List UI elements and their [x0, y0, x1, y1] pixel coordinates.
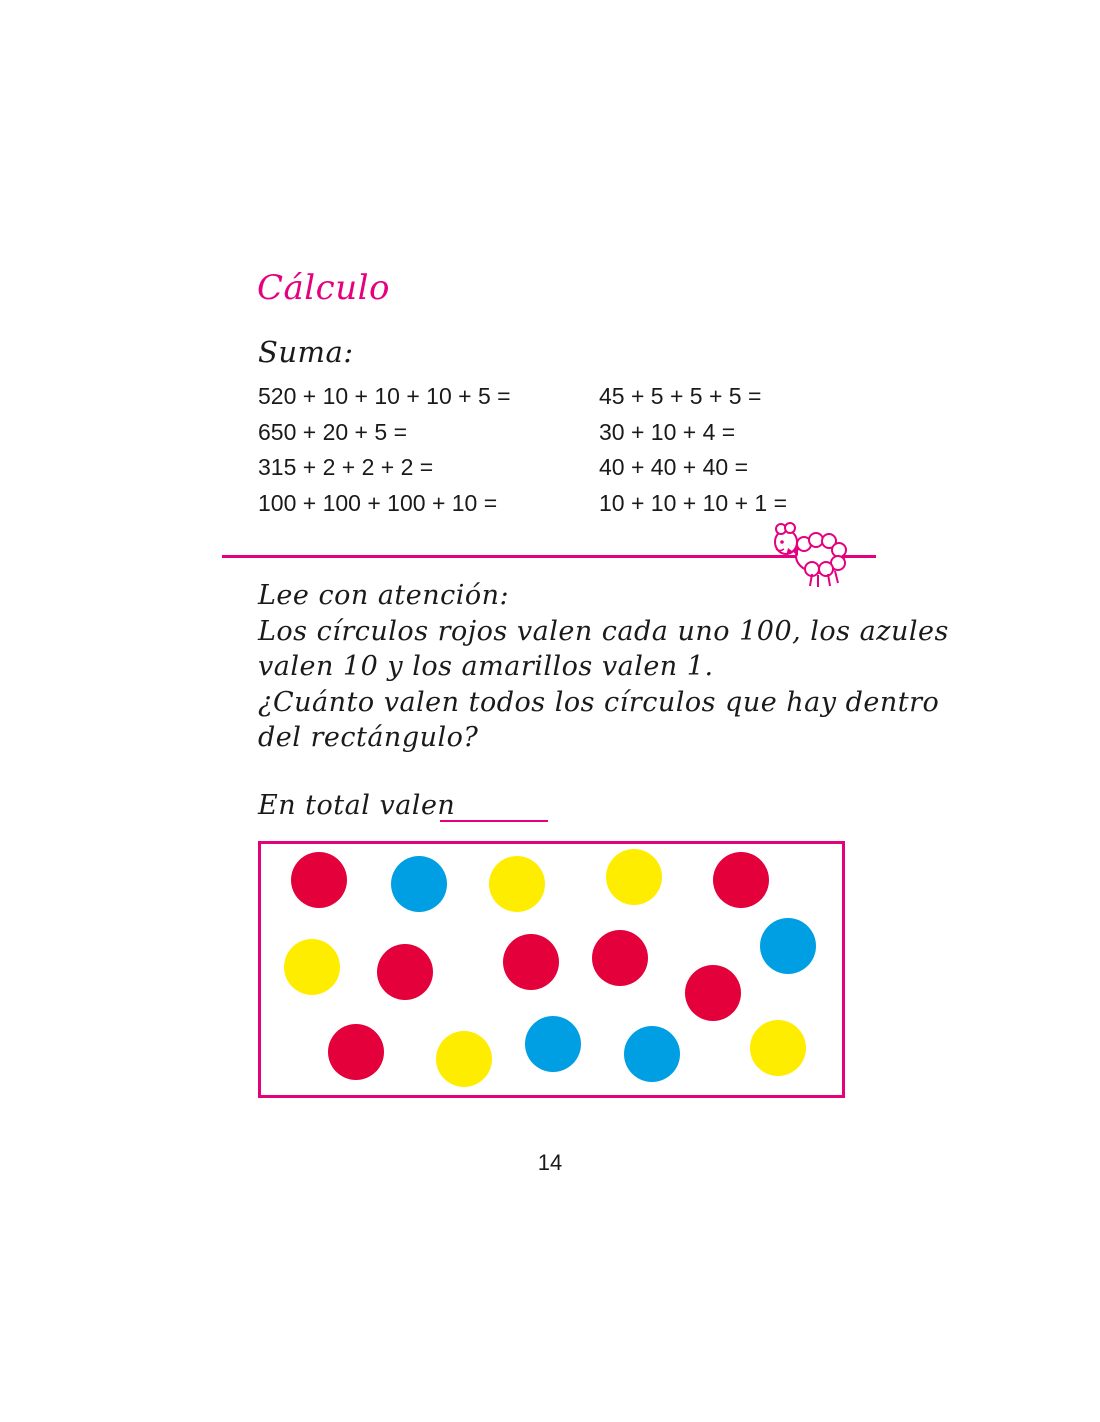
- sum-left-1: 520 + 10 + 10 + 10 + 5 =: [258, 383, 511, 409]
- yellow-circle: [489, 856, 545, 912]
- yellow-circle: [606, 849, 662, 905]
- red-circle: [328, 1024, 384, 1080]
- red-circle: [592, 930, 648, 986]
- page-number: 14: [537, 1150, 563, 1175]
- reading-line-4: del rectángulo?: [258, 722, 479, 753]
- answer-blank[interactable]: [440, 820, 548, 822]
- blue-circle: [525, 1016, 581, 1072]
- sum-left-4: 100 + 100 + 100 + 10 =: [258, 490, 498, 516]
- reading-line-2: valen 10 y los amarillos valen 1.: [258, 651, 714, 682]
- blue-circle: [391, 856, 447, 912]
- red-circle: [685, 965, 741, 1021]
- red-circle: [377, 944, 433, 1000]
- reading-prompt: Lee con atención:: [258, 580, 510, 611]
- yellow-circle: [750, 1020, 806, 1076]
- yellow-circle: [284, 939, 340, 995]
- sum-right-2: 30 + 10 + 4 =: [599, 419, 736, 445]
- sheep-icon: [768, 518, 850, 590]
- sum-left-2: 650 + 20 + 5 =: [258, 419, 407, 445]
- red-circle: [503, 934, 559, 990]
- sum-right-1: 45 + 5 + 5 + 5 =: [599, 383, 762, 409]
- blue-circle: [760, 918, 816, 974]
- red-circle: [291, 852, 347, 908]
- sum-prompt: Suma:: [258, 335, 354, 369]
- blue-circle: [624, 1026, 680, 1082]
- reading-line-3: ¿Cuánto valen todos los círculos que hay dentro: [258, 687, 940, 718]
- sum-right-4: 10 + 10 + 10 + 1 =: [599, 490, 787, 516]
- reading-line-1: Los círculos rojos valen cada uno 100, los azules: [258, 616, 949, 647]
- sum-left-3: 315 + 2 + 2 + 2 =: [258, 454, 434, 480]
- red-circle: [713, 852, 769, 908]
- section-title: Cálculo: [257, 268, 390, 308]
- total-label: En total valen: [258, 790, 456, 821]
- yellow-circle: [436, 1031, 492, 1087]
- sum-right-3: 40 + 40 + 40 =: [599, 454, 748, 480]
